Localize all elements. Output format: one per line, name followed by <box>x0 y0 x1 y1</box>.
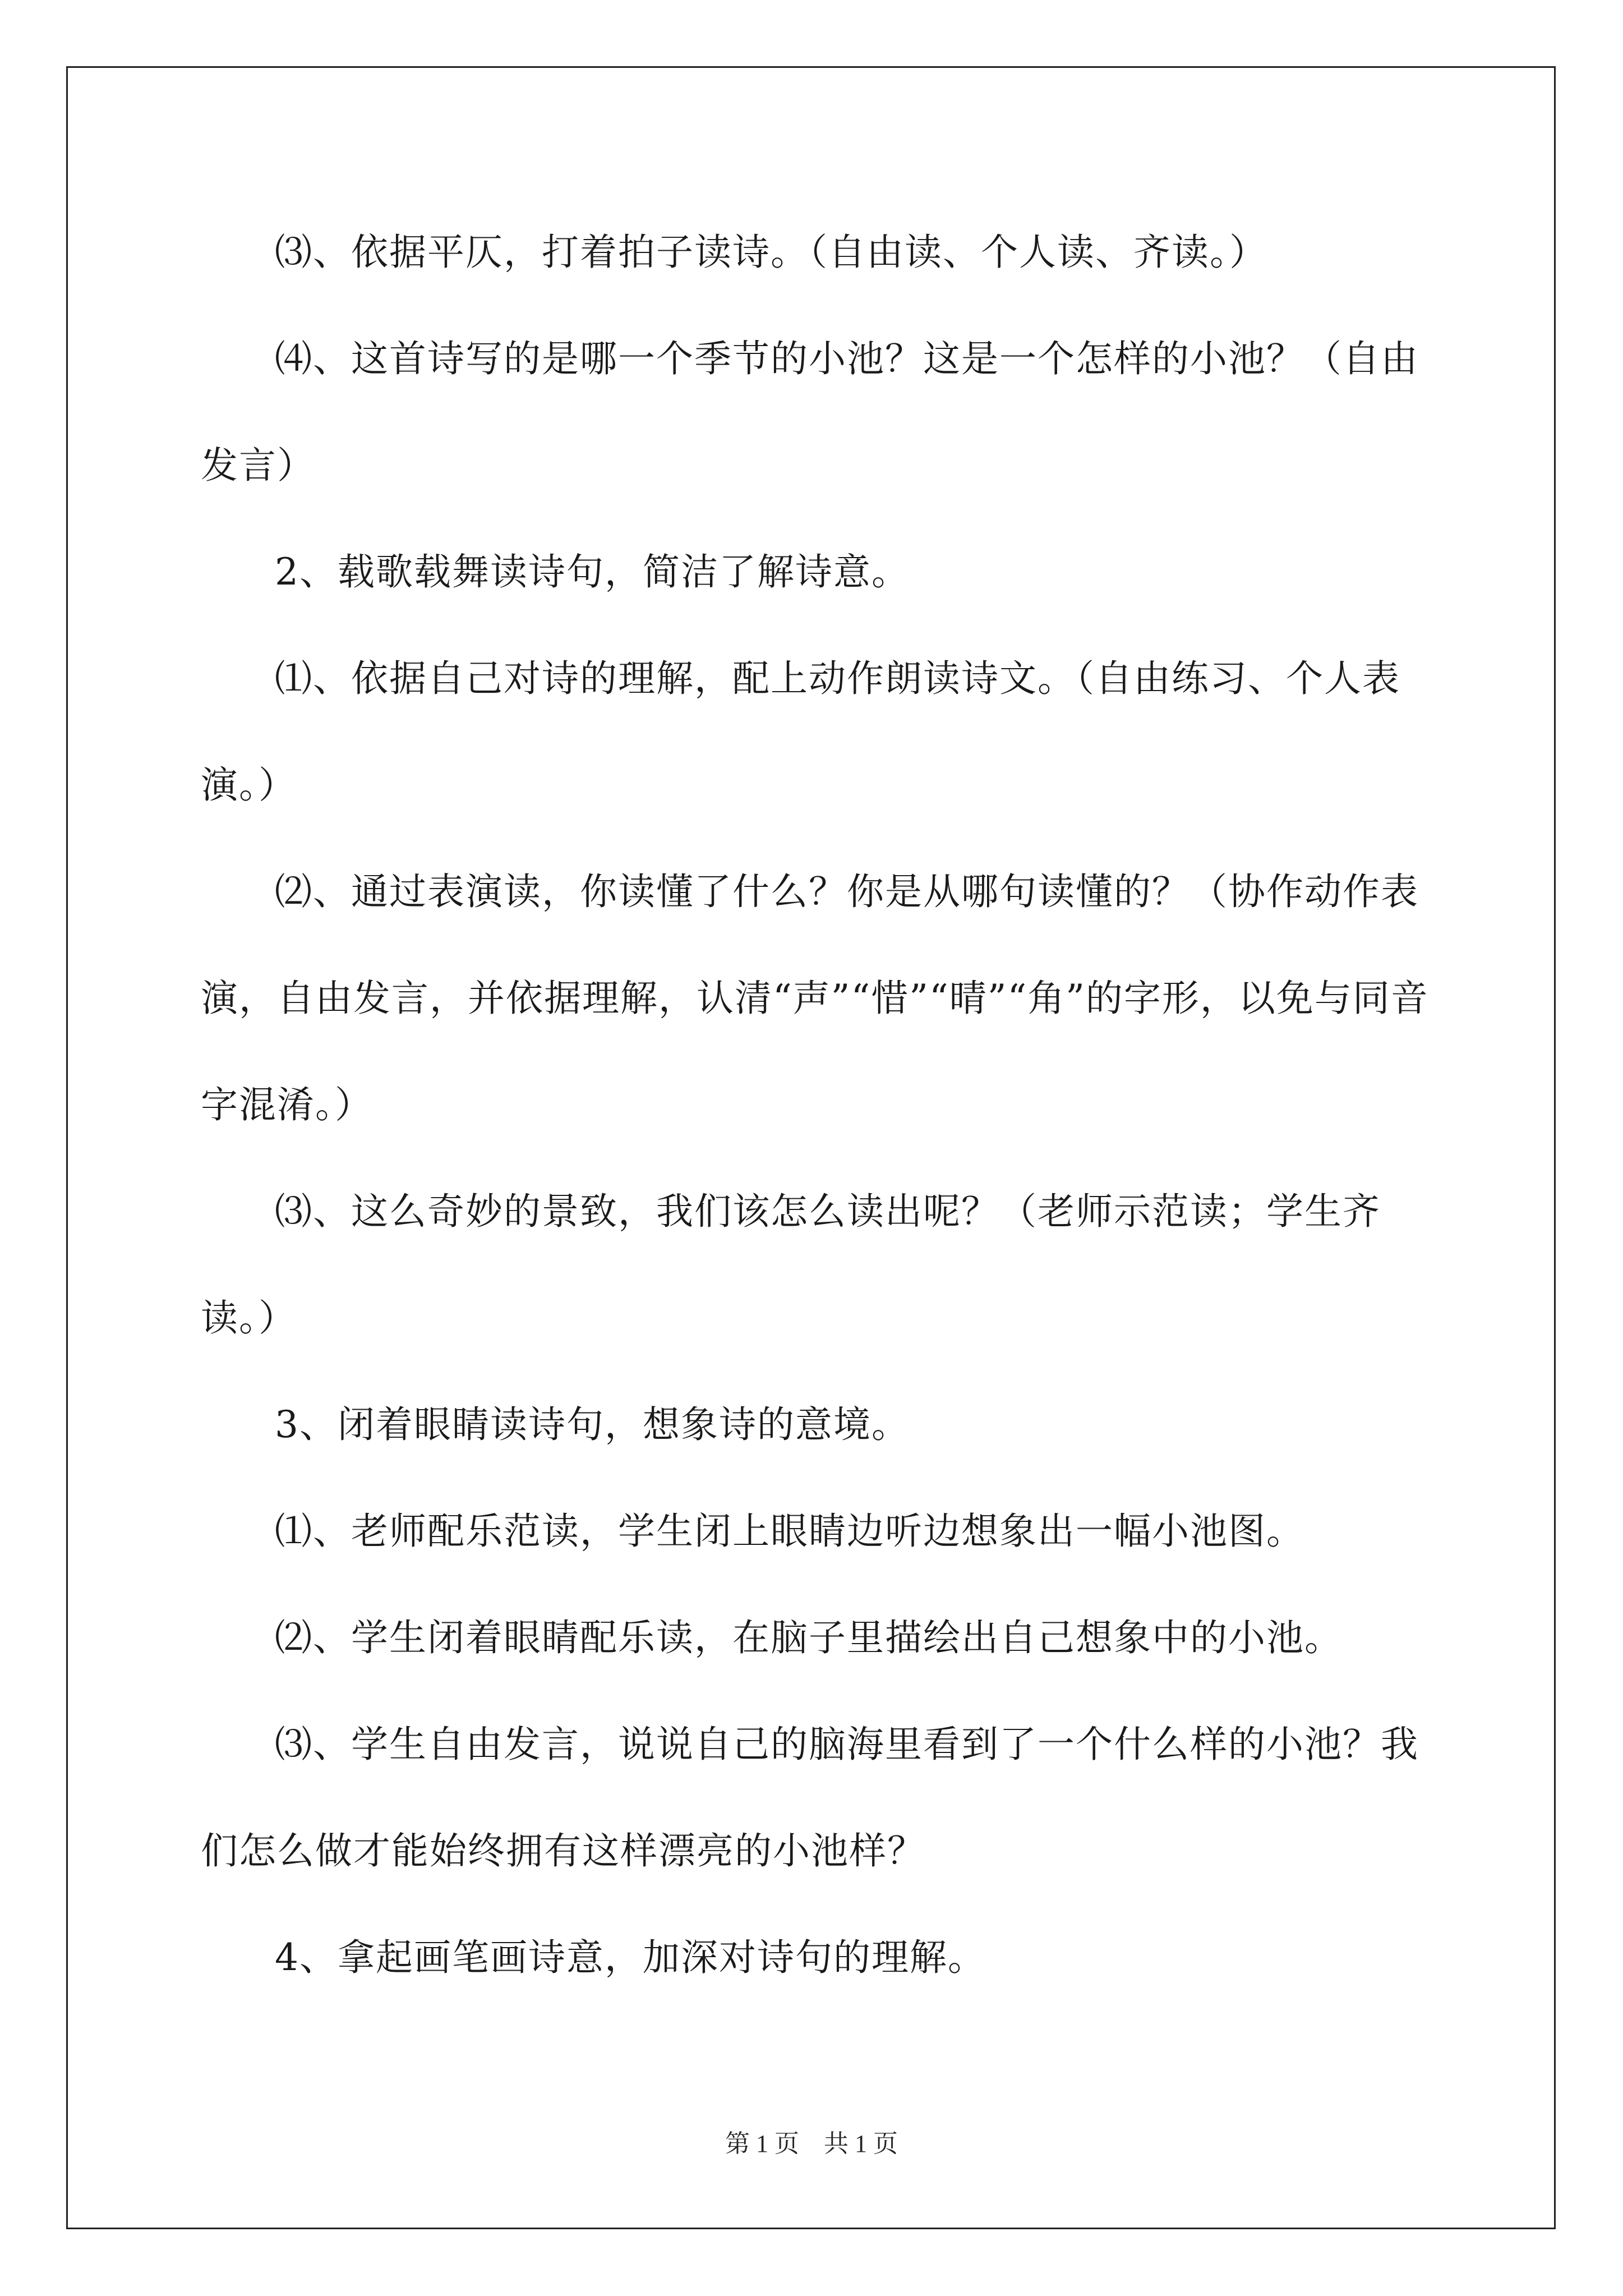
paragraph: ⑴、依据自己对诗的理解，配上动作朗读诗文。（自由练习、个人表演。） <box>201 657 1400 807</box>
paragraph: ⑵、学生闭着眼睛配乐读，在脑子里描绘出自己想象中的小池。 <box>275 1616 1343 1659</box>
paragraph: ⑴、老师配乐范读，学生闭上眼睛边听边想象出一幅小池图。 <box>275 1510 1304 1553</box>
paragraph: ⑶、学生自由发言，说说自己的脑海里看到了一个什么样的小池？我们怎么做才能始终拥有这样漂亮的小池样？ <box>201 1723 1419 1872</box>
paragraph: ⑶、依据平仄，打着拍子读诗。（自由读、个人读、齐读。） <box>275 231 1267 274</box>
paragraph: ⑵、通过表演读，你读懂了什么？你是从哪句读懂的？（协作动作表演，自由发言，并依据理解，认清“声”“惜”“晴”“角”的字形，以免与同音字混淆。） <box>201 870 1429 1126</box>
paragraph: 3、闭着眼睛读诗句，想象诗的意境。 <box>275 1403 910 1446</box>
paragraph: ⑷、这首诗写的是哪一个季节的小池？这是一个怎样的小池？（自由发言） <box>201 337 1419 487</box>
paragraph: 2、载歌载舞读诗句，简洁了解诗意。 <box>275 550 910 593</box>
paragraph: ⑶、这么奇妙的景致，我们该怎么读出呢？（老师示范读；学生齐读。） <box>201 1190 1381 1340</box>
document-body <box>201 199 1453 2011</box>
page-number-footer: 第 1 页 共 1 页 <box>725 2130 898 2157</box>
paragraph: 4、拿起画笔画诗意，加深对诗句的理解。 <box>275 1936 986 1979</box>
